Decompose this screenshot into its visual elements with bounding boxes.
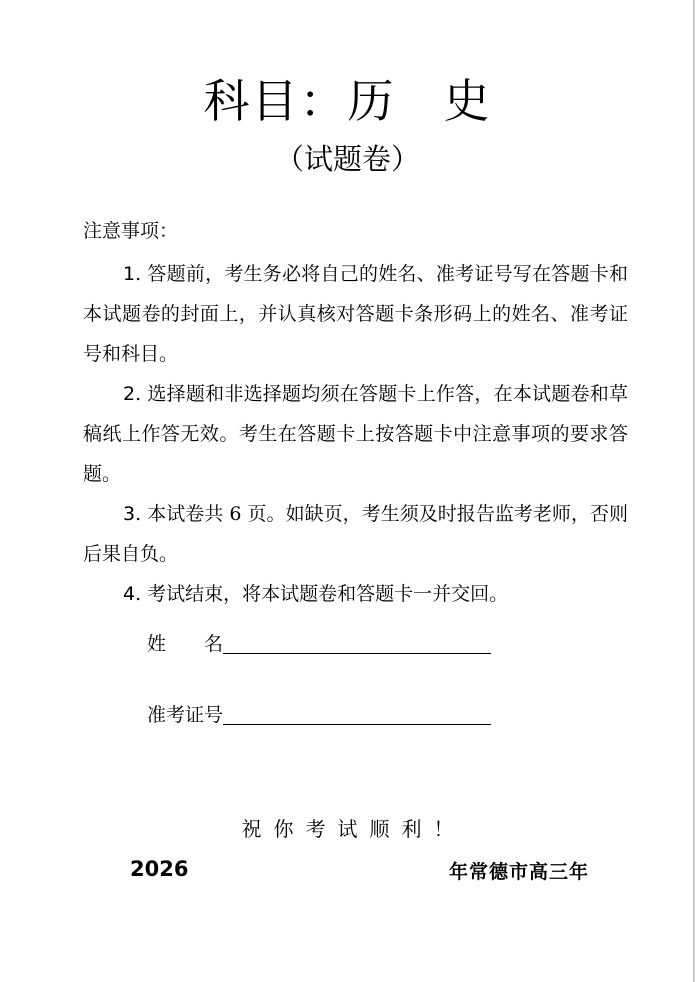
notice-number: 3 [123, 503, 136, 525]
notice-heading: 注意事项： [83, 220, 179, 242]
name-input-line[interactable] [223, 633, 491, 654]
exam-id-input-line[interactable] [223, 704, 491, 725]
notice-number: 2 [123, 383, 136, 405]
notice-text: . 考试结束，将本试题卷和答题卡一并交回。 [135, 583, 509, 605]
notice-item-4 [83, 574, 628, 614]
good-luck-message: 祝你考试顺利！ [241, 817, 466, 841]
notice-text: . 选择题和非选择题均须在答题卡上作答，在本试题卷和草稿纸上作答无效。考生在答题卡上按答题卡中注意事项的要求答题。 [83, 383, 628, 485]
notice-item-2 [83, 374, 628, 494]
notice-text: . 答题前，考生务必将自己的姓名、准考证号写在答题卡和本试题卷的封面上，并认真核对答题卡条形码上的姓名、准考证号和科目。 [83, 263, 628, 365]
exam-id-label: 准考证号 [147, 704, 224, 726]
notice-number: 4 [123, 583, 136, 605]
exam-id-field[interactable] [147, 702, 491, 728]
notice-item-1 [83, 254, 628, 374]
exam-year: 2026 [130, 857, 189, 881]
paper-type-subtitle: （试题卷） [274, 142, 420, 176]
issuer-text: 年常德市高三年 [449, 861, 590, 883]
notice-list [83, 254, 628, 614]
name-field[interactable] [147, 631, 491, 657]
notice-item-3 [83, 494, 628, 574]
notice-number: 1 [123, 263, 136, 285]
name-label: 姓 名 [147, 633, 224, 655]
subject-title: 科目：历 史 [203, 74, 492, 128]
notice-text: . 本试卷共 6 页。如缺页，考生须及时报告监考老师，否则后果自负。 [83, 503, 628, 565]
